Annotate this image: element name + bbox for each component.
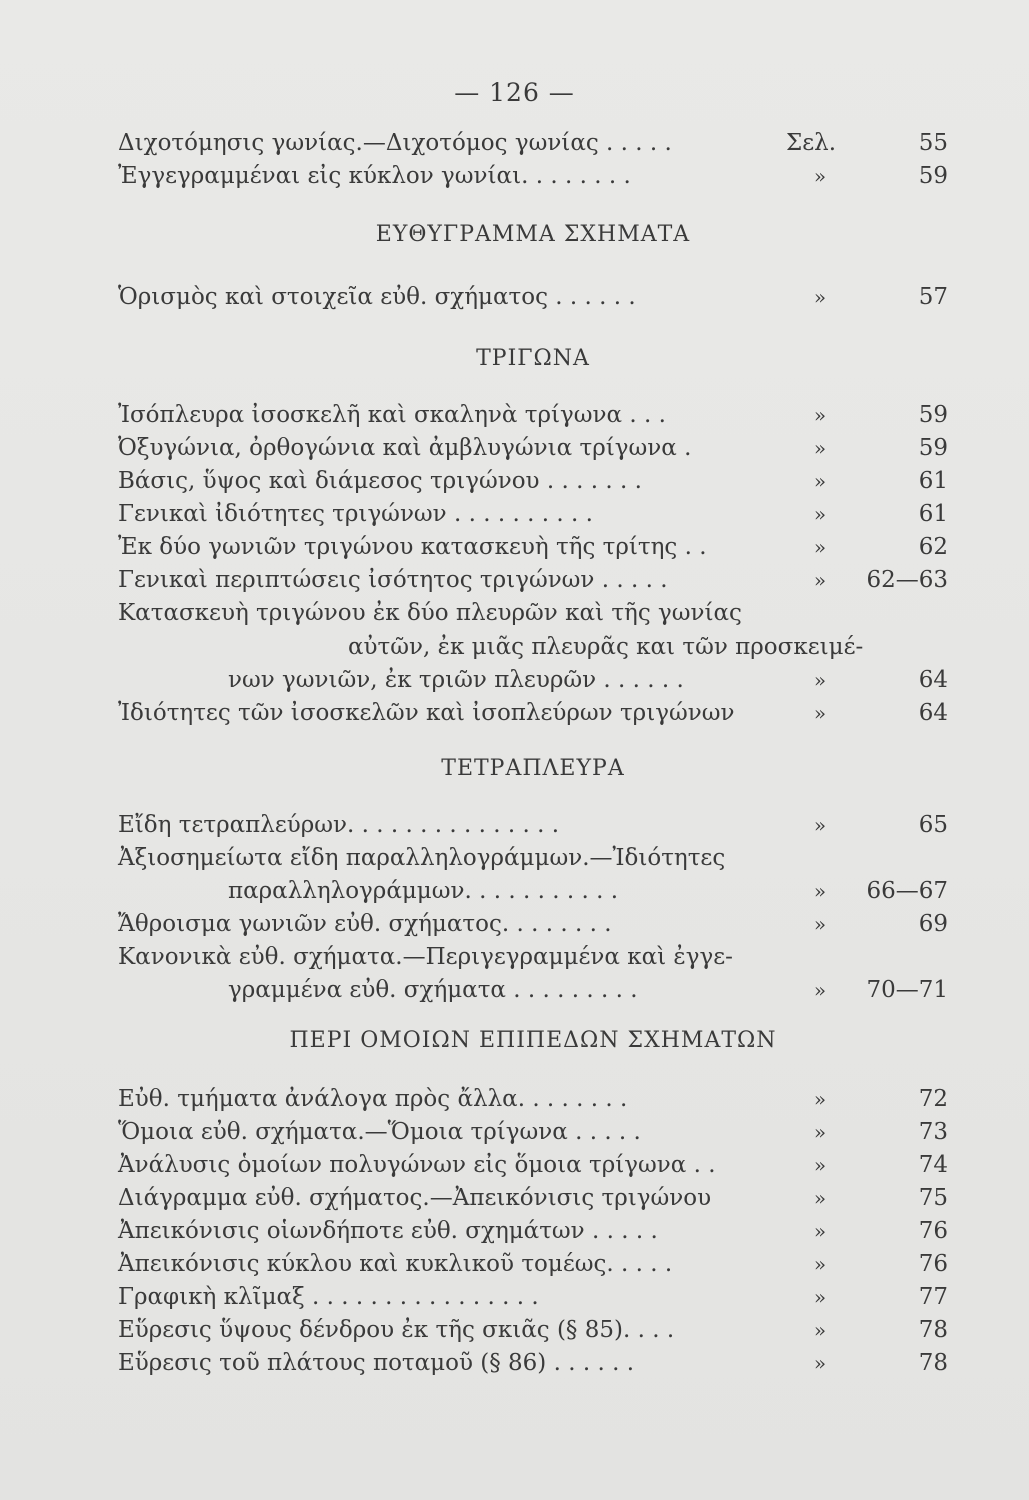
toc-entry: [118, 1313, 948, 1347]
toc-entry: [118, 431, 948, 465]
entry-title: Ἰσόπλευρα ἰσοσκελῆ καὶ σκαληνὰ τρίγωνα . . .: [118, 402, 666, 428]
ditto-mark: »: [813, 701, 827, 725]
toc-entry: [118, 398, 948, 432]
page-label: Σελ.: [785, 130, 837, 156]
entry-title: Ἀξιοσημείωτα εἴδη παραλληλογράμμων.—Ἰδιότητες: [118, 845, 726, 871]
toc-entry: [118, 1082, 948, 1116]
entry-title: Γενικαὶ περιπτώσεις ἰσότητος τριγώνων . . . . .: [118, 567, 668, 593]
ditto-mark: »: [813, 502, 827, 526]
ditto-mark: »: [813, 164, 827, 188]
entry-page: 77: [918, 1284, 948, 1310]
entry-title: Ἀπεικόνισις κύκλου καὶ κυκλικοῦ τομέως. . . . .: [118, 1251, 673, 1277]
toc-entry: [118, 907, 948, 941]
toc-entry: [118, 464, 948, 498]
entry-title: Βάσις, ὕψος καὶ διάμεσος τριγώνου . . . . . . .: [118, 468, 642, 494]
entry-title: Γενικαὶ ἰδιότητες τριγώνων . . . . . . . . . .: [118, 501, 593, 527]
ditto-mark: »: [813, 568, 827, 592]
entry-title: Κατασκευὴ τριγώνου ἐκ δύο πλευρῶν καὶ τῆς γωνίας: [118, 600, 742, 626]
ditto-mark: »: [813, 668, 827, 692]
toc-entry: [118, 696, 948, 730]
entry-page: 57: [918, 284, 948, 310]
section-heading: ΤΕΤΡΑΠΛΕΥΡΑ: [441, 756, 625, 781]
entry-page: 62: [918, 534, 948, 560]
toc-entry: [118, 874, 948, 908]
entry-title: Ἰδιότητες τῶν ἰσοσκελῶν καὶ ἰσοπλεύρων τριγώνων: [118, 700, 735, 726]
entry-page: 64: [918, 667, 948, 693]
ditto-mark: »: [813, 285, 827, 309]
entry-page: 61: [918, 501, 948, 527]
toc-entry: [118, 596, 948, 630]
entry-page: 62—63: [866, 567, 948, 593]
entry-page: 61: [918, 468, 948, 494]
ditto-mark: »: [813, 1252, 827, 1276]
entry-page: 78: [918, 1317, 948, 1343]
entry-title: Ἀπεικόνισις οἱωνδήποτε εὐθ. σχημάτων . . . . .: [118, 1218, 658, 1244]
ditto-mark: »: [813, 1153, 827, 1177]
ditto-mark: »: [813, 879, 827, 903]
toc-entry: [118, 1214, 948, 1248]
entry-title: Ὀξυγώνια, ὀρθογώνια καὶ ἀμβλυγώνια τρίγωνα .: [118, 435, 692, 461]
toc-entry: [118, 973, 948, 1007]
ditto-mark: »: [813, 1351, 827, 1375]
ditto-mark: »: [813, 912, 827, 936]
toc-entry: [118, 1115, 948, 1149]
entry-title: Εὐθ. τμήματα ἀνάλογα πρὸς ἄλλα. . . . . . . .: [118, 1086, 628, 1112]
entry-page: 78: [918, 1350, 948, 1376]
toc-entry: [118, 1148, 948, 1182]
section-heading: ΤΡΙΓΩΝΑ: [476, 346, 590, 371]
section-heading: ΕΥΘΥΓΡΑΜΜΑ ΣΧΗΜΑΤΑ: [375, 222, 691, 247]
entry-continuation: παραλληλογράμμων. . . . . . . . . . .: [228, 878, 619, 904]
entry-page: 74: [918, 1152, 948, 1178]
entry-page: 76: [918, 1251, 948, 1277]
toc-entry: [118, 1247, 948, 1281]
ditto-mark: »: [813, 813, 827, 837]
section-heading: ΠΕΡΙ ΟΜΟΙΩΝ ΕΠΙΠΕΔΩΝ ΣΧΗΜΑΤΩΝ: [289, 1028, 777, 1053]
entry-page: 72: [918, 1086, 948, 1112]
toc-entry: [118, 1346, 948, 1380]
entry-continuation: νων γωνιῶν, ἐκ τριῶν πλευρῶν . . . . . .: [228, 667, 684, 693]
entry-page: 73: [918, 1119, 948, 1145]
toc-entry: [118, 280, 948, 314]
ditto-mark: »: [813, 1087, 827, 1111]
toc-entry: [118, 126, 948, 160]
entry-title: Εὕρεσις τοῦ πλάτους ποταμοῦ (§ 86) . . . . . .: [118, 1350, 635, 1376]
toc-entry: [118, 663, 948, 697]
entry-page: 70—71: [866, 977, 948, 1003]
entry-page: 69: [918, 911, 948, 937]
entry-continuation: γραμμένα εὐθ. σχήματα . . . . . . . . .: [228, 977, 638, 1003]
entry-continuation: αὐτῶν, ἐκ μιᾶς πλευρᾶς και τῶν προσκειμέ-: [348, 634, 864, 660]
entry-page: 59: [918, 163, 948, 189]
entry-title: Ἐκ δύο γωνιῶν τριγώνου κατασκευὴ τῆς τρίτης . .: [118, 534, 707, 560]
entry-title: Κανονικὰ εὐθ. σχήματα.—Περιγεγραμμένα καὶ ἐγγε-: [118, 944, 733, 970]
entry-title: Ἄθροισμα γωνιῶν εὐθ. σχήματος. . . . . . . .: [118, 911, 612, 937]
ditto-mark: »: [813, 436, 827, 460]
toc-entry: [118, 1280, 948, 1314]
entry-title: Διχοτόμησις γωνίας.—Διχοτόμος γωνίας . . . . .: [118, 130, 672, 156]
entry-page: 64: [918, 700, 948, 726]
entry-page: 55: [918, 130, 948, 156]
ditto-mark: »: [813, 469, 827, 493]
ditto-mark: »: [813, 1186, 827, 1210]
entry-page: 59: [918, 402, 948, 428]
toc-entry: [118, 159, 948, 193]
toc-entry: [118, 841, 948, 875]
entry-title: Ἐγγεγραμμέναι εἰς κύκλον γωνίαι. . . . . . . .: [118, 163, 631, 189]
ditto-mark: »: [813, 1120, 827, 1144]
toc-entry: [118, 940, 948, 974]
entry-title: Ἀνάλυσις ὁμοίων πολυγώνων εἰς ὅμοια τρίγωνα . .: [118, 1152, 716, 1178]
entry-title: Ὅμοια εὐθ. σχήματα.—Ὅμοια τρίγωνα . . . . .: [118, 1119, 641, 1145]
entry-title: Ὁρισμὸς καὶ στοιχεῖα εὐθ. σχήματος . . . . . .: [118, 284, 636, 310]
entry-title: Γραφικὴ κλῖμαξ . . . . . . . . . . . . . . . .: [118, 1284, 539, 1310]
toc-entry: [118, 530, 948, 564]
entry-title: Διάγραμμα εὐθ. σχήματος.—Ἀπεικόνισις τριγώνου: [118, 1185, 712, 1211]
entry-page: 59: [918, 435, 948, 461]
entry-title: Εὕρεσις ὕψους δένδρου ἐκ τῆς σκιᾶς (§ 85). . . .: [118, 1317, 675, 1343]
ditto-mark: »: [813, 1219, 827, 1243]
toc-entry: [118, 497, 948, 531]
entry-page: 66—67: [866, 878, 948, 904]
ditto-mark: »: [813, 535, 827, 559]
ditto-mark: »: [813, 978, 827, 1002]
toc-entry: [118, 1181, 948, 1215]
entry-page: 65: [918, 812, 948, 838]
entry-title: Εἴδη τετραπλεύρων. . . . . . . . . . . . . . .: [118, 812, 560, 838]
toc-entry: [118, 563, 948, 597]
ditto-mark: »: [813, 1285, 827, 1309]
toc-entry: [118, 808, 948, 842]
ditto-mark: »: [813, 403, 827, 427]
entry-page: 76: [918, 1218, 948, 1244]
entry-page: 75: [918, 1185, 948, 1211]
ditto-mark: »: [813, 1318, 827, 1342]
page-number: — 126 —: [454, 78, 575, 107]
